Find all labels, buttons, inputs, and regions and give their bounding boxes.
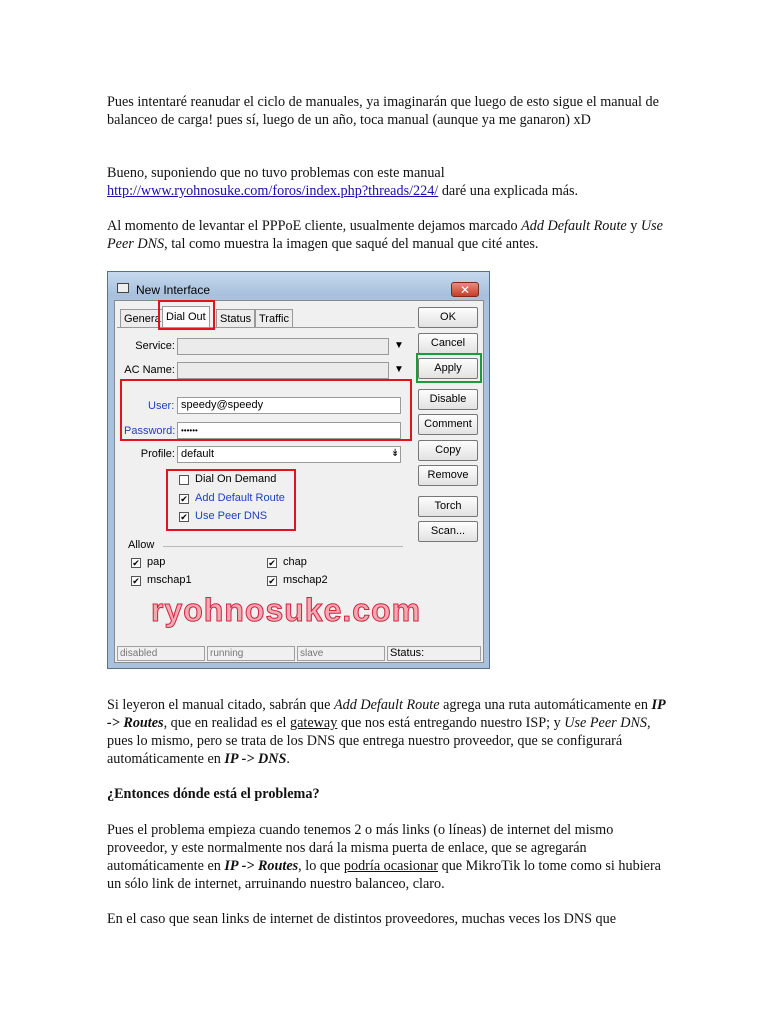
section-heading: ¿Entonces dónde está el problema? bbox=[107, 786, 320, 802]
explanation-text-d: que nos está entregando nuestro ISP; y bbox=[337, 715, 565, 731]
highlight-dial-out-tab bbox=[158, 300, 215, 330]
dialog-titlebar bbox=[108, 272, 489, 296]
explanation-text-e: , pues lo mismo, pero se trata de los DNS que entrega nuestro proveedor, que se configurará automáticamente en bbox=[107, 715, 651, 767]
forum-link[interactable]: http://www.ryohnosuke.com/foros/index.php?threads/224/ bbox=[107, 183, 439, 199]
dialog-title: New Interface bbox=[136, 283, 211, 297]
paragraph-providers: En el caso que sean links de internet de distintos proveedores, muchas veces los DNS que bbox=[107, 911, 617, 927]
copy-button[interactable]: Copy bbox=[418, 440, 478, 461]
mschap2-checkbox[interactable]: ✔ bbox=[268, 576, 276, 586]
profile-dropdown-icon[interactable]: ↡ bbox=[391, 448, 400, 459]
close-button[interactable]: ✕ bbox=[451, 282, 479, 297]
explanation-ip-dns: IP -> DNS bbox=[224, 751, 287, 767]
pppoe-text-a: Al momento de levantar el PPPoE cliente, usualmente dejamos marcado bbox=[107, 218, 522, 234]
highlight-apply-button bbox=[416, 353, 482, 383]
chap-checkbox[interactable]: ✔ bbox=[268, 558, 276, 568]
service-dropdown-icon[interactable]: ▼ bbox=[394, 340, 404, 351]
profile-label: Profile: bbox=[140, 448, 175, 460]
user-field[interactable]: speedy@speedy bbox=[177, 397, 401, 414]
password-label: Password: bbox=[124, 425, 176, 437]
password-field[interactable]: •••••• bbox=[177, 422, 401, 439]
explanation-text-f: . bbox=[286, 751, 290, 767]
ac-name-dropdown-icon[interactable]: ▼ bbox=[394, 364, 404, 375]
window-icon bbox=[117, 283, 129, 293]
chap-label: chap bbox=[283, 556, 307, 568]
explanation-ip-routes: IP -> Routes bbox=[107, 697, 666, 731]
problem-ip-routes: IP -> Routes bbox=[224, 858, 299, 874]
highlight-credentials bbox=[120, 379, 412, 441]
ac-name-field[interactable] bbox=[177, 362, 389, 379]
explanation-em-use-peer-dns: Use Peer DNS bbox=[564, 715, 648, 731]
service-label: Service: bbox=[135, 340, 175, 352]
problem-text-c: que MikroTik lo tome como si hubiera un sólo link de internet, arruinando nuestro balanceo, claro. bbox=[107, 858, 661, 892]
explanation-text-a: Si leyeron el manual citado, sabrán que bbox=[107, 697, 334, 713]
status-slave: slave bbox=[297, 646, 385, 661]
torch-button[interactable]: Torch bbox=[418, 496, 478, 517]
status-disabled: disabled bbox=[117, 646, 205, 661]
paragraph-intro bbox=[107, 93, 667, 129]
scan-button[interactable]: Scan... bbox=[418, 521, 478, 542]
mschap2-label: mschap2 bbox=[283, 574, 328, 586]
paragraph-explanation bbox=[107, 696, 667, 768]
remove-button[interactable]: Remove bbox=[418, 465, 478, 486]
pap-checkbox[interactable]: ✔ bbox=[132, 558, 140, 568]
paragraph-problem bbox=[107, 821, 667, 893]
comment-button[interactable]: Comment bbox=[418, 414, 478, 435]
explanation-em-add-default-route: Add Default Route bbox=[333, 697, 440, 713]
add-default-route-checkbox[interactable]: ✔ bbox=[180, 494, 188, 504]
apply-button[interactable]: Apply bbox=[418, 358, 478, 379]
problem-text-b: , lo que bbox=[298, 858, 344, 874]
watermark: ryohnosuke.com bbox=[151, 592, 422, 628]
highlight-options bbox=[166, 469, 296, 531]
paragraph-pppoe bbox=[107, 217, 667, 253]
cancel-button[interactable]: Cancel bbox=[418, 333, 478, 354]
allow-group-line bbox=[163, 546, 403, 547]
paragraph-intro-text: Pues intentaré reanudar el ciclo de manuales, ya imaginarán que luego de esto sigue el manual de balanceo de carga! pues sí, luego de un año, toca manual (aunque ya me ganaron) xD bbox=[107, 94, 659, 128]
allow-legend: Allow bbox=[128, 539, 155, 551]
pap-label: pap bbox=[147, 556, 166, 568]
disable-button[interactable]: Disable bbox=[418, 389, 478, 410]
explanation-text-b: agrega una ruta automáticamente en bbox=[439, 697, 652, 713]
status-bar bbox=[115, 646, 483, 662]
use-peer-dns-label: Use Peer DNS bbox=[195, 510, 268, 522]
status-label: Status: bbox=[387, 646, 481, 661]
use-peer-dns-checkbox[interactable]: ✔ bbox=[180, 512, 188, 522]
add-default-route-label: Add Default Route bbox=[195, 492, 285, 504]
dial-on-demand-label: Dial On Demand bbox=[195, 473, 277, 485]
tab-general[interactable]: Genera bbox=[120, 309, 165, 328]
new-interface-screenshot bbox=[107, 271, 490, 669]
tab-dial-out[interactable]: Dial Out bbox=[162, 306, 210, 328]
mschap1-checkbox[interactable]: ✔ bbox=[132, 576, 140, 586]
paragraph-manual-ref bbox=[107, 164, 667, 200]
tab-traffic[interactable]: Traffic bbox=[255, 309, 293, 328]
pppoe-text-c: , tal como muestra la imagen que saqué del manual que cité antes. bbox=[164, 236, 539, 252]
explanation-gateway: gateway bbox=[290, 715, 338, 731]
ok-button[interactable]: OK bbox=[418, 307, 478, 328]
profile-field[interactable]: default bbox=[177, 446, 401, 463]
paragraph-manual-tail: daré una explicada más. bbox=[438, 183, 579, 199]
problem-podria-ocasionar: podría ocasionar bbox=[343, 858, 439, 874]
service-field[interactable] bbox=[177, 338, 389, 355]
ac-name-label: AC Name: bbox=[124, 364, 175, 376]
pppoe-em-add-default-route: Add Default Route bbox=[521, 218, 627, 234]
pppoe-em-use-peer-dns: Use Peer DNS bbox=[107, 218, 663, 252]
paragraph-manual-text: Bueno, suponiendo que no tuvo problemas con este manual bbox=[107, 165, 445, 181]
user-label: User: bbox=[148, 400, 175, 412]
tab-status[interactable]: Status bbox=[216, 309, 255, 328]
problem-text-a: Pues el problema empieza cuando tenemos 2 o más links (o líneas) de internet del mismo proveedor, y este normalmente nos dará la misma puerta de enlace, que se agregarán automáticamente en bbox=[107, 822, 614, 874]
mschap1-label: mschap1 bbox=[147, 574, 192, 586]
status-running: running bbox=[207, 646, 295, 661]
explanation-text-c: , que en realidad es el bbox=[163, 715, 291, 731]
pppoe-text-b: y bbox=[626, 218, 641, 234]
